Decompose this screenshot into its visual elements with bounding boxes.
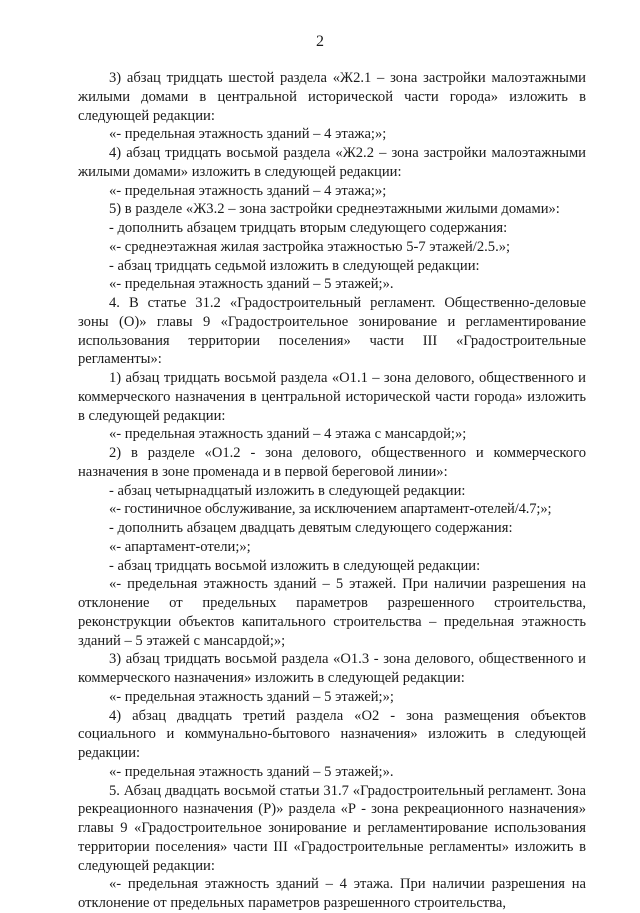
paragraph-24: 5. Абзац двадцать восьмой статьи 31.7 «Градостроительный регламент. Зона рекреационного назначения (Р)» раздела «Р - зона рекреационного назначения» главы 9 «Градостроительное зонирование и регламентирование использования территории поселения» части III «Градостроительные регламенты» изложить в следующей редакции: xyxy=(78,782,586,874)
paragraph-2: «- предельная этажность зданий – 4 этажа;»; xyxy=(109,126,387,143)
paragraph-22: 4) абзац двадцать третий раздела «О2 - зона размещения объектов социального и коммунально-бытового назначения» изложить в следующей редакции: xyxy=(78,707,586,761)
paragraph-8: - абзац тридцать седьмой изложить в следующей редакции: xyxy=(109,257,480,274)
paragraph-19: «- предельная этажность зданий – 5 этажей. При наличии разрешения на отклонение от предельных параметров разрешенного строительства, реконструкции объектов капитального строительства – предельная этажность зданий – 5 этажей с мансардой;»; xyxy=(78,576,586,649)
paragraph-5: 5) в разделе «Ж3.2 – зона застройки среднеэтажными жилыми домами»: xyxy=(109,201,560,218)
paragraph-20: 3) абзац тридцать восьмой раздела «О1.3 - зона делового, общественного и коммерческого назначения» изложить в следующей редакции: xyxy=(78,651,586,686)
document-body xyxy=(78,69,586,913)
paragraph-14: - абзац четырнадцатый изложить в следующей редакции: xyxy=(109,482,466,499)
paragraph-21: «- предельная этажность зданий – 5 этажей;»; xyxy=(109,688,394,705)
paragraph-3: 4) абзац тридцать восьмой раздела «Ж2.2 – зона застройки малоэтажными жилыми домами» изложить в следующей редакции: xyxy=(78,145,586,180)
paragraph-18: - абзац тридцать восьмой изложить в следующей редакции: xyxy=(109,557,481,574)
paragraph-16: - дополнить абзацем двадцать девятым следующего содержания: xyxy=(109,520,513,536)
paragraph-7: «- среднеэтажная жилая застройка этажностью 5-7 этажей/2.5.»; xyxy=(109,238,511,255)
paragraph-10: 4. В статье 31.2 «Градостроительный регламент. Общественно-деловые зоны (О)» главы 9 «Градостроительное зонирование и регламентирование использования территории поселения» части III «Градостроительные регламенты»: xyxy=(78,295,586,368)
paragraph-9: «- предельная этажность зданий – 5 этажей;». xyxy=(109,276,394,293)
paragraph-25: «- предельная этажность зданий – 4 этажа. При наличии разрешения на отклонение от предельных параметров разрешенного строительства, xyxy=(78,876,586,911)
paragraph-13: 2) в разделе «О1.2 - зона делового, общественного и коммерческого назначения в зоне променада и в первой береговой линии»: xyxy=(78,445,586,480)
paragraph-6: - дополнить абзацем тридцать вторым следующего содержания: xyxy=(109,220,508,236)
paragraph-23: «- предельная этажность зданий – 5 этажей;». xyxy=(109,763,394,780)
paragraph-17: «- апартамент-отели;»; xyxy=(109,538,251,555)
paragraph-11: 1) абзац тридцать восьмой раздела «О1.1 – зона делового, общественного и коммерческого назначения в центральной исторической части города» изложить в следующей редакции: xyxy=(78,370,586,424)
paragraph-4: «- предельная этажность зданий – 4 этажа;»; xyxy=(109,182,387,199)
paragraph-1: 3) абзац тридцать шестой раздела «Ж2.1 – зона застройки малоэтажными жилыми домами в центральной исторической части города» изложить в следующей редакции: xyxy=(78,70,586,124)
paragraph-15: «- гостиничное обслуживание, за исключением апартамент-отелей/4.7;»; xyxy=(109,501,552,518)
paragraph-12: «- предельная этажность зданий – 4 этажа с мансардой;»; xyxy=(109,426,467,443)
page-number: 2 xyxy=(316,33,324,50)
